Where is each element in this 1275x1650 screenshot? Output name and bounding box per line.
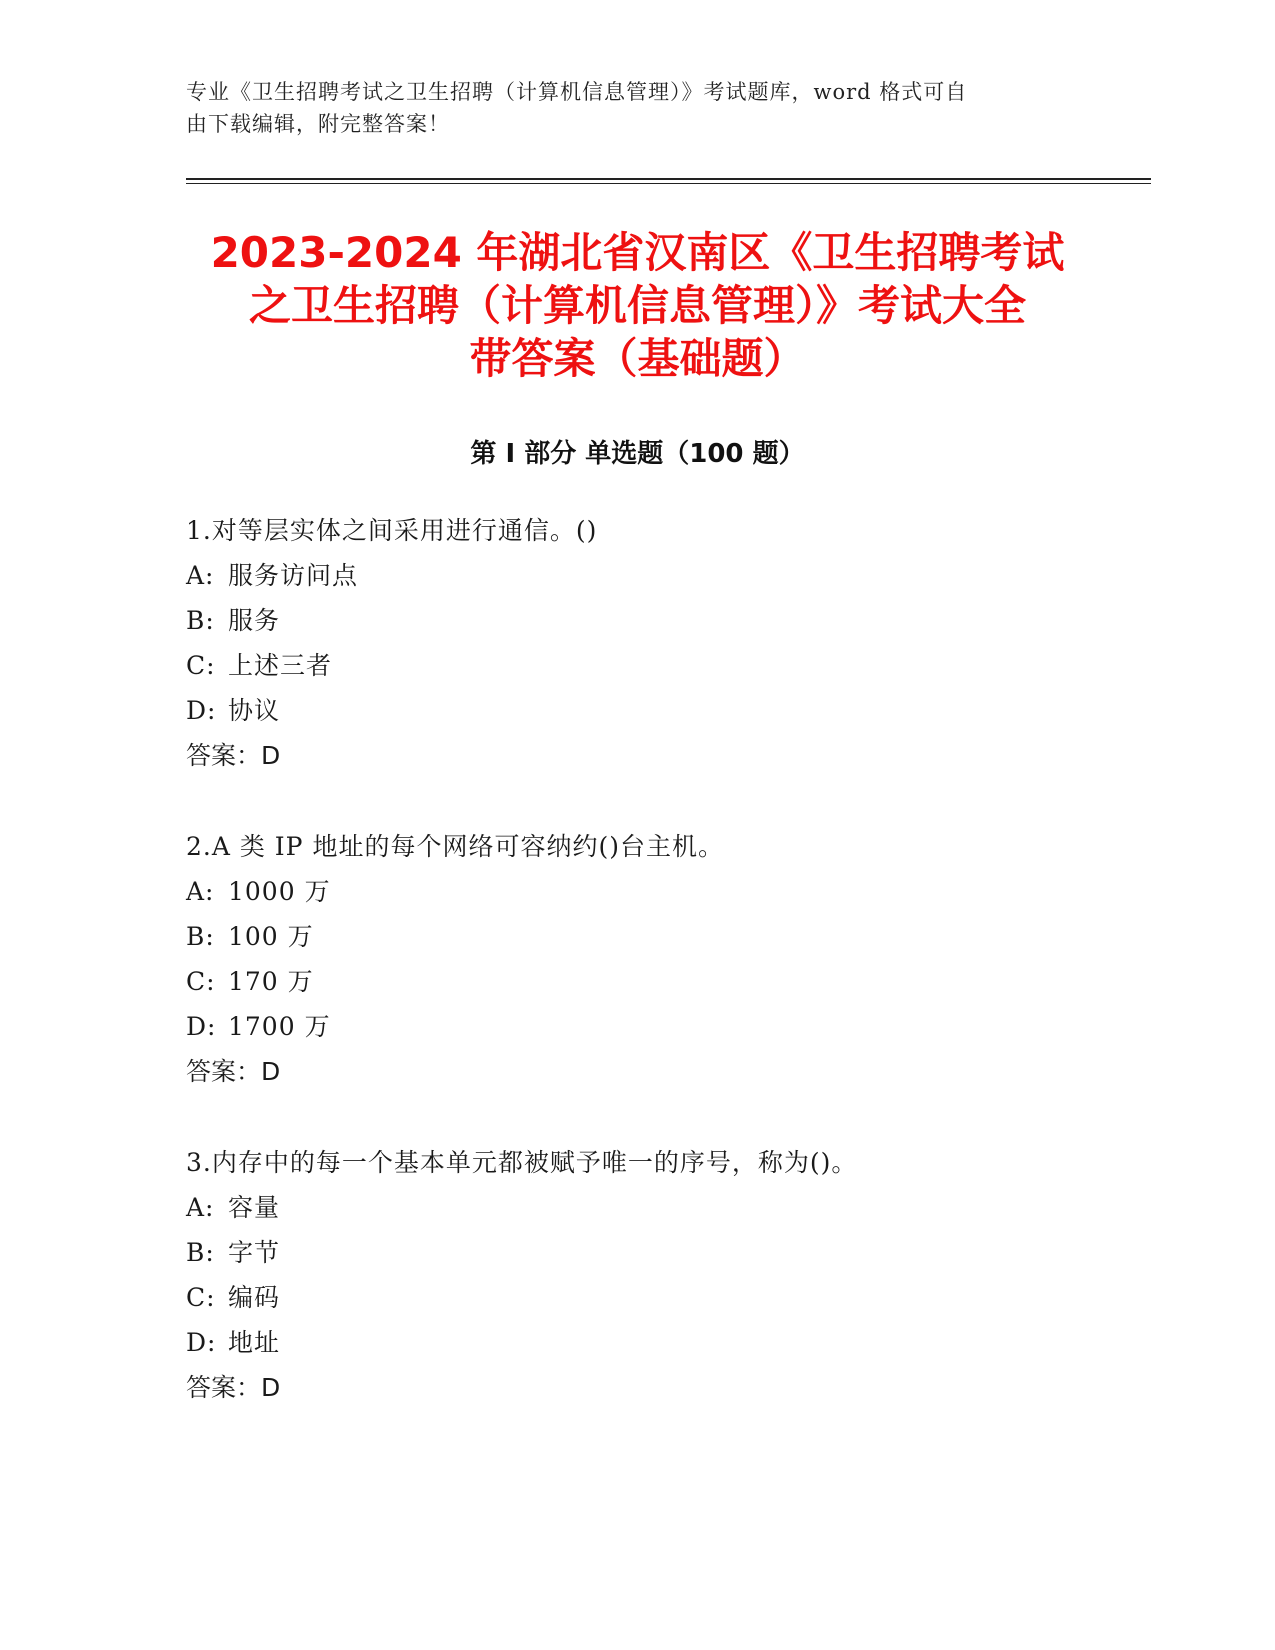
option-key: B: — [186, 1238, 215, 1267]
answer: 答案：D — [186, 1373, 281, 1402]
option-key: C: — [186, 651, 216, 680]
header-note-line: 由下载编辑，附完整答案！ — [186, 112, 450, 136]
option-a — [186, 553, 1146, 598]
section-title: 第 I 部分 单选题（100 题） — [470, 439, 805, 469]
option-key: D: — [186, 696, 217, 725]
option-text: 字节 — [228, 1238, 281, 1267]
option-c — [186, 1275, 1146, 1320]
question-3 — [186, 1140, 1146, 1410]
question-stem: 2.A 类 IP 地址的每个网络可容纳约()台主机。 — [186, 832, 724, 861]
option-key: A: — [186, 1193, 215, 1222]
option-b — [186, 1230, 1146, 1275]
option-c — [186, 643, 1146, 688]
option-text: 协议 — [228, 696, 281, 725]
option-text: 1700 万 — [228, 1012, 331, 1041]
option-key: C: — [186, 967, 216, 996]
document-title-line: 带答案（基础题） — [469, 334, 806, 383]
document-title-line: 之卫生招聘（计算机信息管理）》考试大全 — [248, 281, 1026, 330]
option-c — [186, 959, 1146, 1004]
header-note — [186, 76, 1066, 140]
header-divider — [186, 178, 1151, 180]
question-2 — [186, 824, 1146, 1094]
option-text: 100 万 — [228, 922, 314, 951]
option-d — [186, 688, 1146, 733]
answer: 答案：D — [186, 741, 281, 770]
option-text: 服务访问点 — [228, 561, 359, 590]
option-b — [186, 598, 1146, 643]
option-b — [186, 914, 1146, 959]
option-text: 服务 — [228, 606, 281, 635]
option-text: 容量 — [228, 1193, 281, 1222]
option-a — [186, 869, 1146, 914]
option-text: 地址 — [228, 1328, 281, 1357]
question-1 — [186, 508, 1146, 778]
option-text: 1000 万 — [228, 877, 331, 906]
header-divider-thin — [186, 183, 1151, 184]
question-stem: 3.内存中的每一个基本单元都被赋予唯一的序号，称为()。 — [186, 1148, 858, 1177]
option-key: C: — [186, 1283, 216, 1312]
option-text: 上述三者 — [228, 651, 333, 680]
option-text: 170 万 — [228, 967, 314, 996]
option-key: A: — [186, 561, 215, 590]
question-stem: 1.对等层实体之间采用进行通信。() — [186, 516, 598, 545]
option-key: A: — [186, 877, 215, 906]
option-a — [186, 1185, 1146, 1230]
document-title-line: 2023-2024 年湖北省汉南区《卫生招聘考试 — [210, 228, 1065, 277]
option-key: D: — [186, 1328, 217, 1357]
option-d — [186, 1320, 1146, 1365]
answer: 答案：D — [186, 1057, 281, 1086]
option-text: 编码 — [228, 1283, 281, 1312]
option-key: D: — [186, 1012, 217, 1041]
document-title — [150, 226, 1125, 385]
option-key: B: — [186, 922, 215, 951]
option-d — [186, 1004, 1146, 1049]
header-note-line: 专业《卫生招聘考试之卫生招聘（计算机信息管理）》考试题库，word 格式可自 — [186, 80, 968, 104]
option-key: B: — [186, 606, 215, 635]
